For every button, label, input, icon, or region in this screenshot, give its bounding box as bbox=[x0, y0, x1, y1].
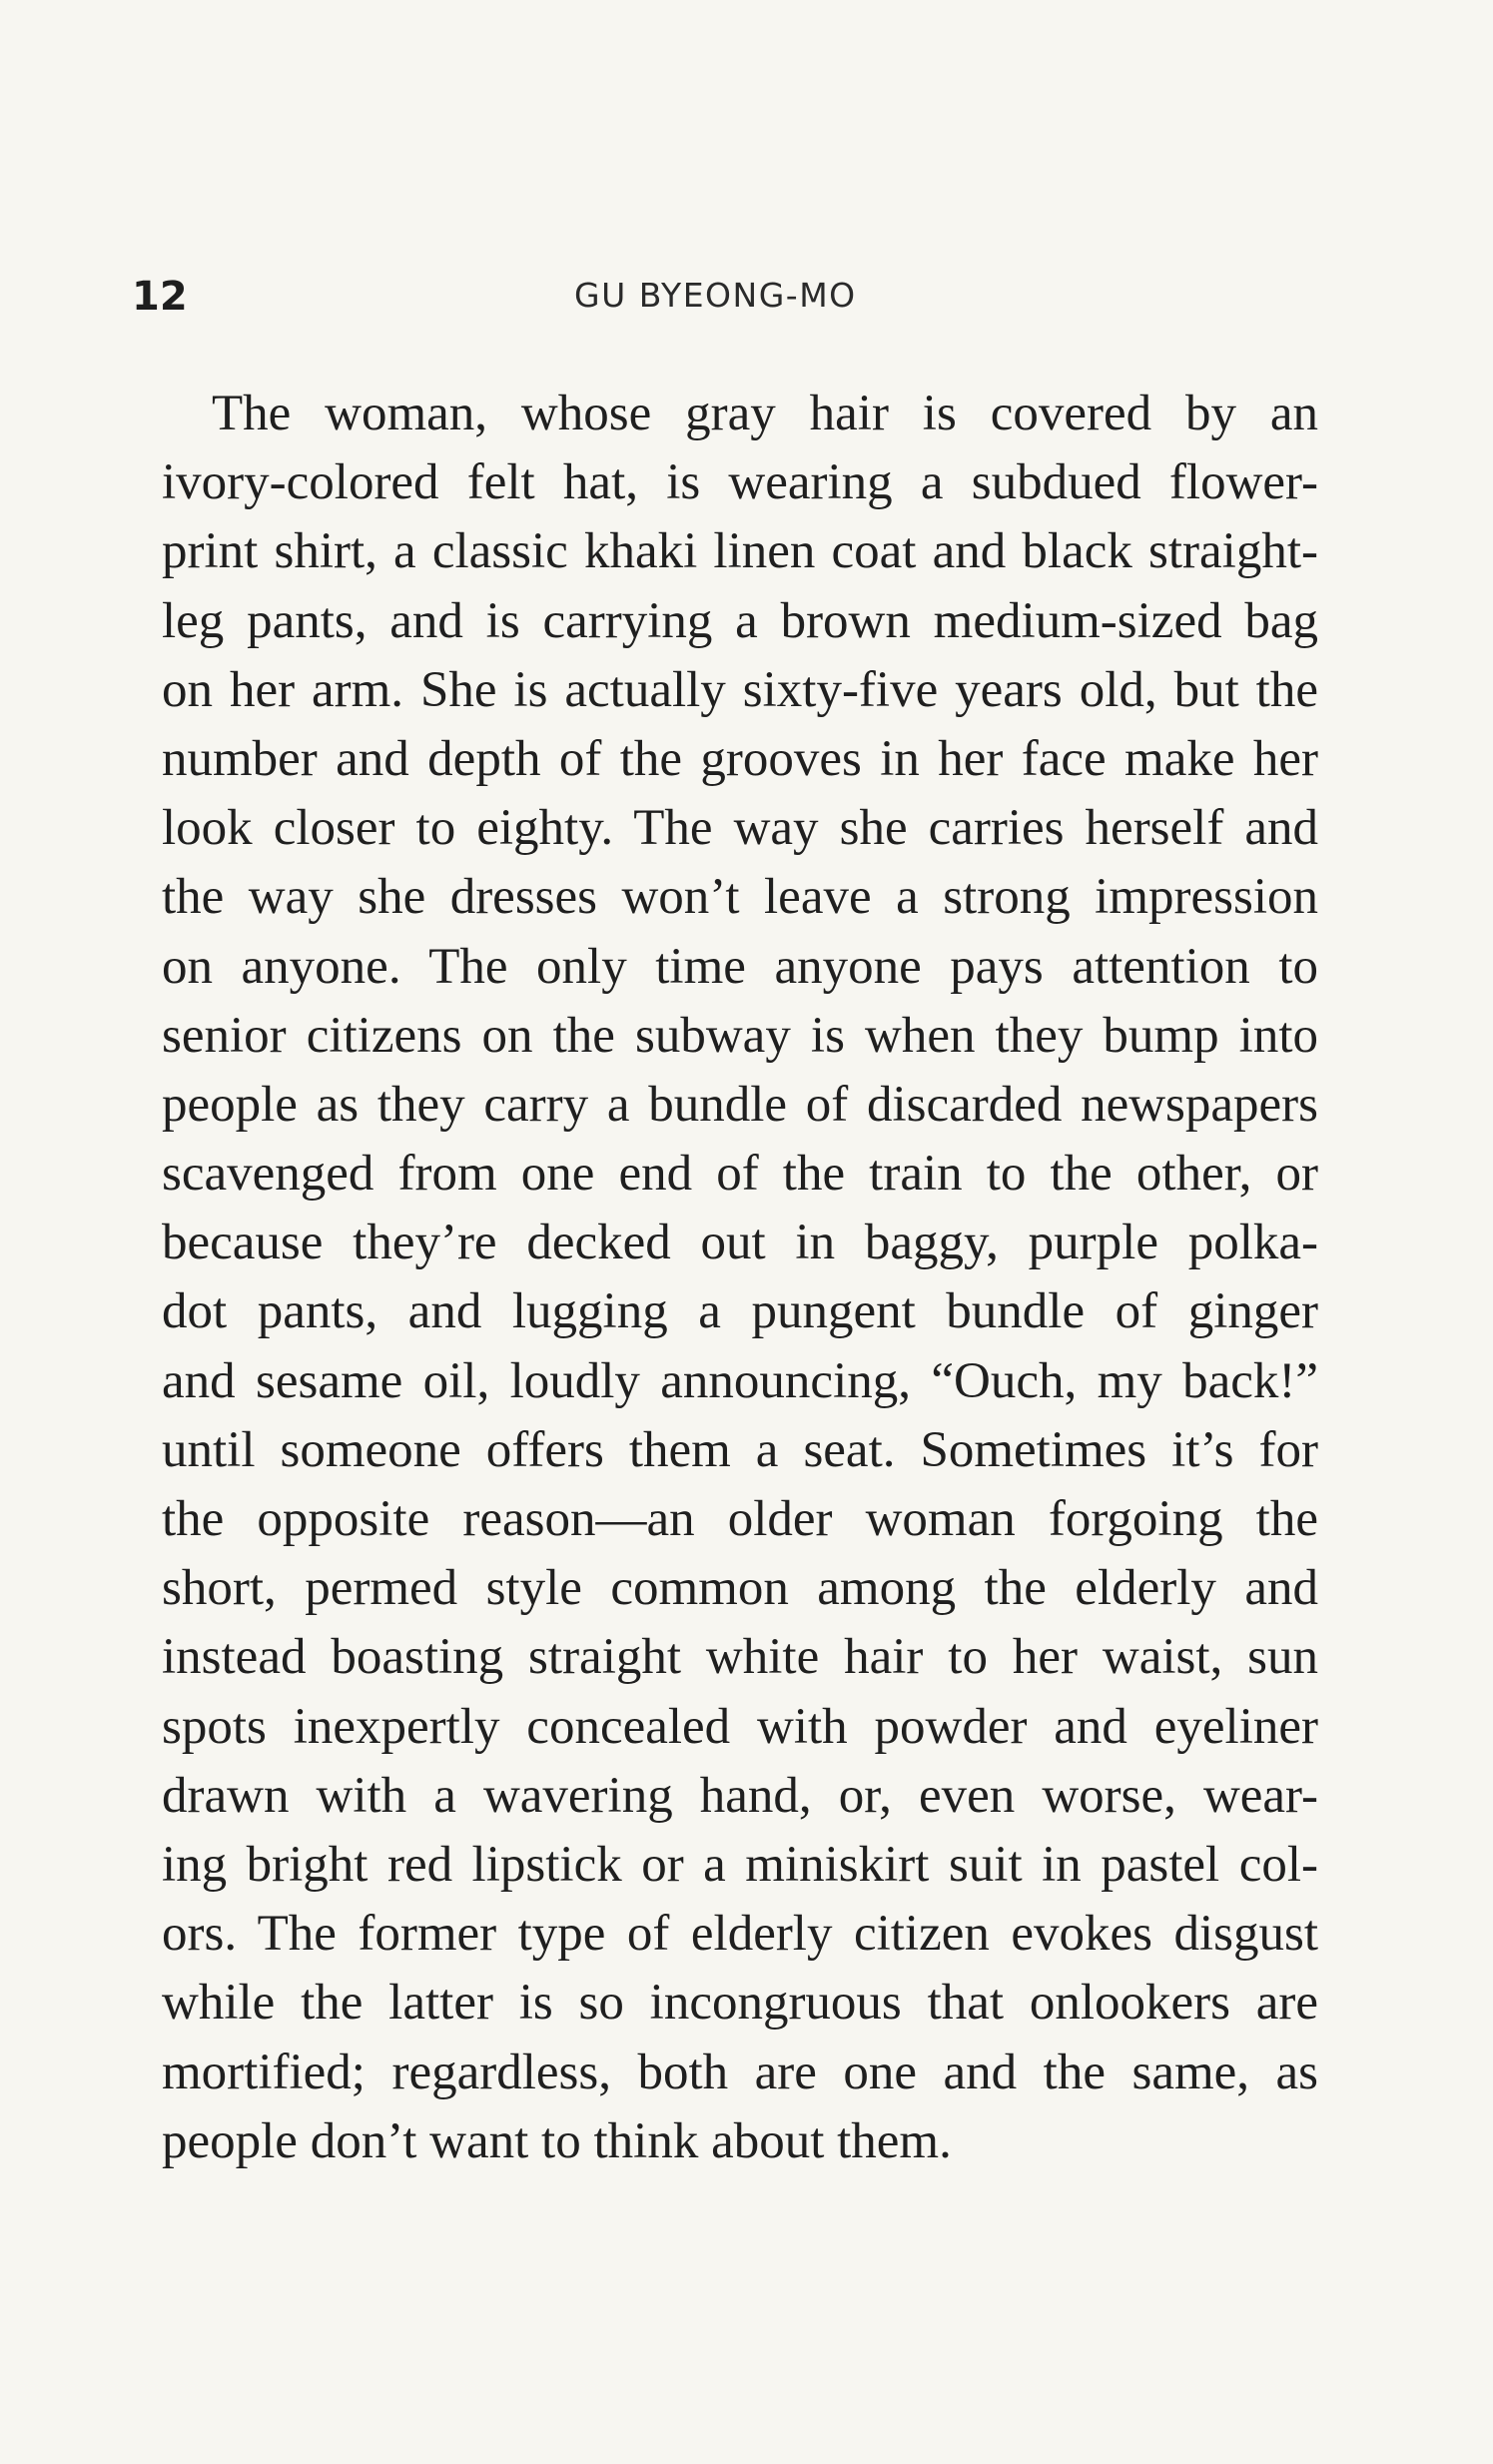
text-line: leg pants, and is carrying a brown medium-sized bag bbox=[162, 592, 1318, 649]
text-line: spots inexpertly concealed with powder and eyeliner bbox=[162, 1698, 1318, 1755]
body-paragraph bbox=[162, 380, 1318, 2176]
text-line: scavenged from one end of the train to the other, or bbox=[162, 1146, 1318, 1203]
text-line: The woman, whose gray hair is covered by an bbox=[212, 386, 1318, 441]
text-line: the way she dresses won’t leave a strong impression bbox=[162, 869, 1318, 926]
text-line: ors. The former type of elderly citizen evokes disgust bbox=[162, 1906, 1318, 1963]
text-line: the opposite reason—an older woman forgoing the bbox=[162, 1491, 1318, 1547]
text-line: people as they carry a bundle of discarded newspapers bbox=[162, 1076, 1318, 1133]
text-line: people don’t want to think about them. bbox=[162, 2112, 952, 2169]
text-line: on her arm. She is actually sixty-five years old, but the bbox=[162, 661, 1318, 718]
text-line: on anyone. The only time anyone pays attention to bbox=[162, 938, 1318, 995]
text-line: dot pants, and lugging a pungent bundle of ginger bbox=[162, 1283, 1318, 1340]
page-number: 12 bbox=[132, 274, 188, 320]
text-line: number and depth of the grooves in her face make her bbox=[162, 730, 1318, 787]
text-line: mortified; regardless, both are one and the same, as bbox=[162, 2044, 1318, 2100]
text-line: ing bright red lipstick or a miniskirt suit in pastel col- bbox=[162, 1836, 1318, 1893]
text-line: short, permed style common among the elderly and bbox=[162, 1560, 1318, 1617]
text-line: look closer to eighty. The way she carries herself and bbox=[162, 800, 1318, 857]
text-line: print shirt, a classic khaki linen coat and black straight- bbox=[162, 523, 1318, 580]
text-line: instead boasting straight white hair to her waist, sun bbox=[162, 1629, 1318, 1686]
text-line: ivory-colored felt hat, is wearing a subdued flower- bbox=[162, 454, 1318, 511]
text-line: until someone offers them a seat. Sometimes it’s for bbox=[162, 1421, 1318, 1478]
text-line: while the latter is so incongruous that onlookers are bbox=[162, 1975, 1318, 2032]
running-head: GU BYEONG-MO bbox=[574, 276, 857, 315]
text-line: senior citizens on the subway is when they bump into bbox=[162, 1007, 1318, 1064]
text-line: drawn with a wavering hand, or, even worse, wear- bbox=[162, 1767, 1318, 1824]
text-line: because they’re decked out in baggy, purple polka- bbox=[162, 1215, 1318, 1271]
text-line: and sesame oil, loudly announcing, “Ouch, my back!” bbox=[162, 1352, 1318, 1409]
